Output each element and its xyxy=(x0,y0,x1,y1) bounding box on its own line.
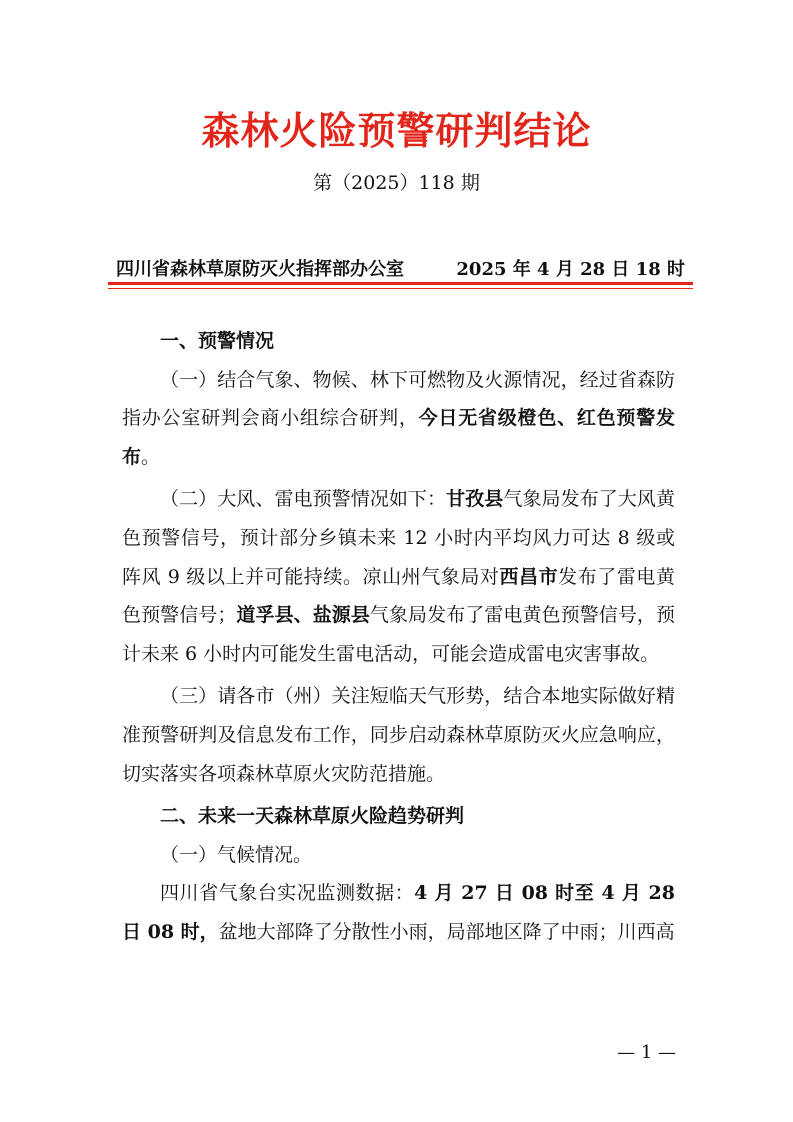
text-run: 气象局发布了大风黄色预警信号，预计部分乡镇未来 12 小时内平均风力可达 8 级或阵风 9 级以上并可能持续。凉山州气象局对 xyxy=(122,488,675,588)
text-run: 四川省气象台实况监测数据： xyxy=(160,882,415,905)
text-run: 盆地大部降了分散性小雨，局部地区降了中雨；川西高 xyxy=(218,920,675,943)
bold-run: 甘孜县 xyxy=(446,488,504,511)
paragraph-1-2 xyxy=(122,480,675,673)
bold-run: 道孚县、盐源县 xyxy=(236,604,370,627)
issue-number: 第（2025）118 期 xyxy=(313,172,480,194)
section-heading-2: 二、未来一天森林草原火险趋势研判 xyxy=(160,805,465,828)
issuer-line xyxy=(108,255,693,281)
paragraph-2-1 xyxy=(122,874,675,951)
red-rule-thick xyxy=(108,282,693,285)
issuing-organization: 四川省森林草原防灭火指挥部办公室 xyxy=(116,259,404,280)
subheading-2-1: （一）气候情况。 xyxy=(160,843,313,866)
document-title: 森林火险预警研判结论 xyxy=(201,108,592,153)
bold-run: 今日无省级橙色、红色预警发布 xyxy=(122,407,675,468)
paragraph-1-3: （三）请各市（州）关注短临天气形势，结合本地实际做好精准预警研判及信息发布工作，同步启动森林草原防灭火应急响应，切实落实各项森林草原火灾防范措施。 xyxy=(122,685,675,785)
document-body xyxy=(122,322,675,952)
section-heading-1: 一、预警情况 xyxy=(160,330,275,352)
text-run: 。 xyxy=(141,445,161,468)
red-rule-thin xyxy=(108,288,693,289)
paragraph-1-1 xyxy=(122,361,675,477)
bold-run: 西昌市 xyxy=(499,565,559,588)
text-run: 气象局发布了雷电黄色预警信号，预计未来 6 小时内可能发生雷电活动，可能会造成雷电灾害事故。 xyxy=(122,604,675,665)
text-run: （二）大风、雷电预警情况如下： xyxy=(160,488,447,511)
page-number: — 1 — xyxy=(617,1042,676,1063)
bold-run: 4 月 27 日 08 时至 4 月 28 日 08 时， xyxy=(122,882,675,943)
text-run: 发布了雷电黄色预警信号； xyxy=(122,565,675,627)
issue-date: 2025 年 4 月 28 日 18 时 xyxy=(456,259,685,280)
text-run: （一）结合气象、物候、林下可燃物及火源情况，经过省森防指办公室研判会商小组综合研判， xyxy=(122,368,675,430)
